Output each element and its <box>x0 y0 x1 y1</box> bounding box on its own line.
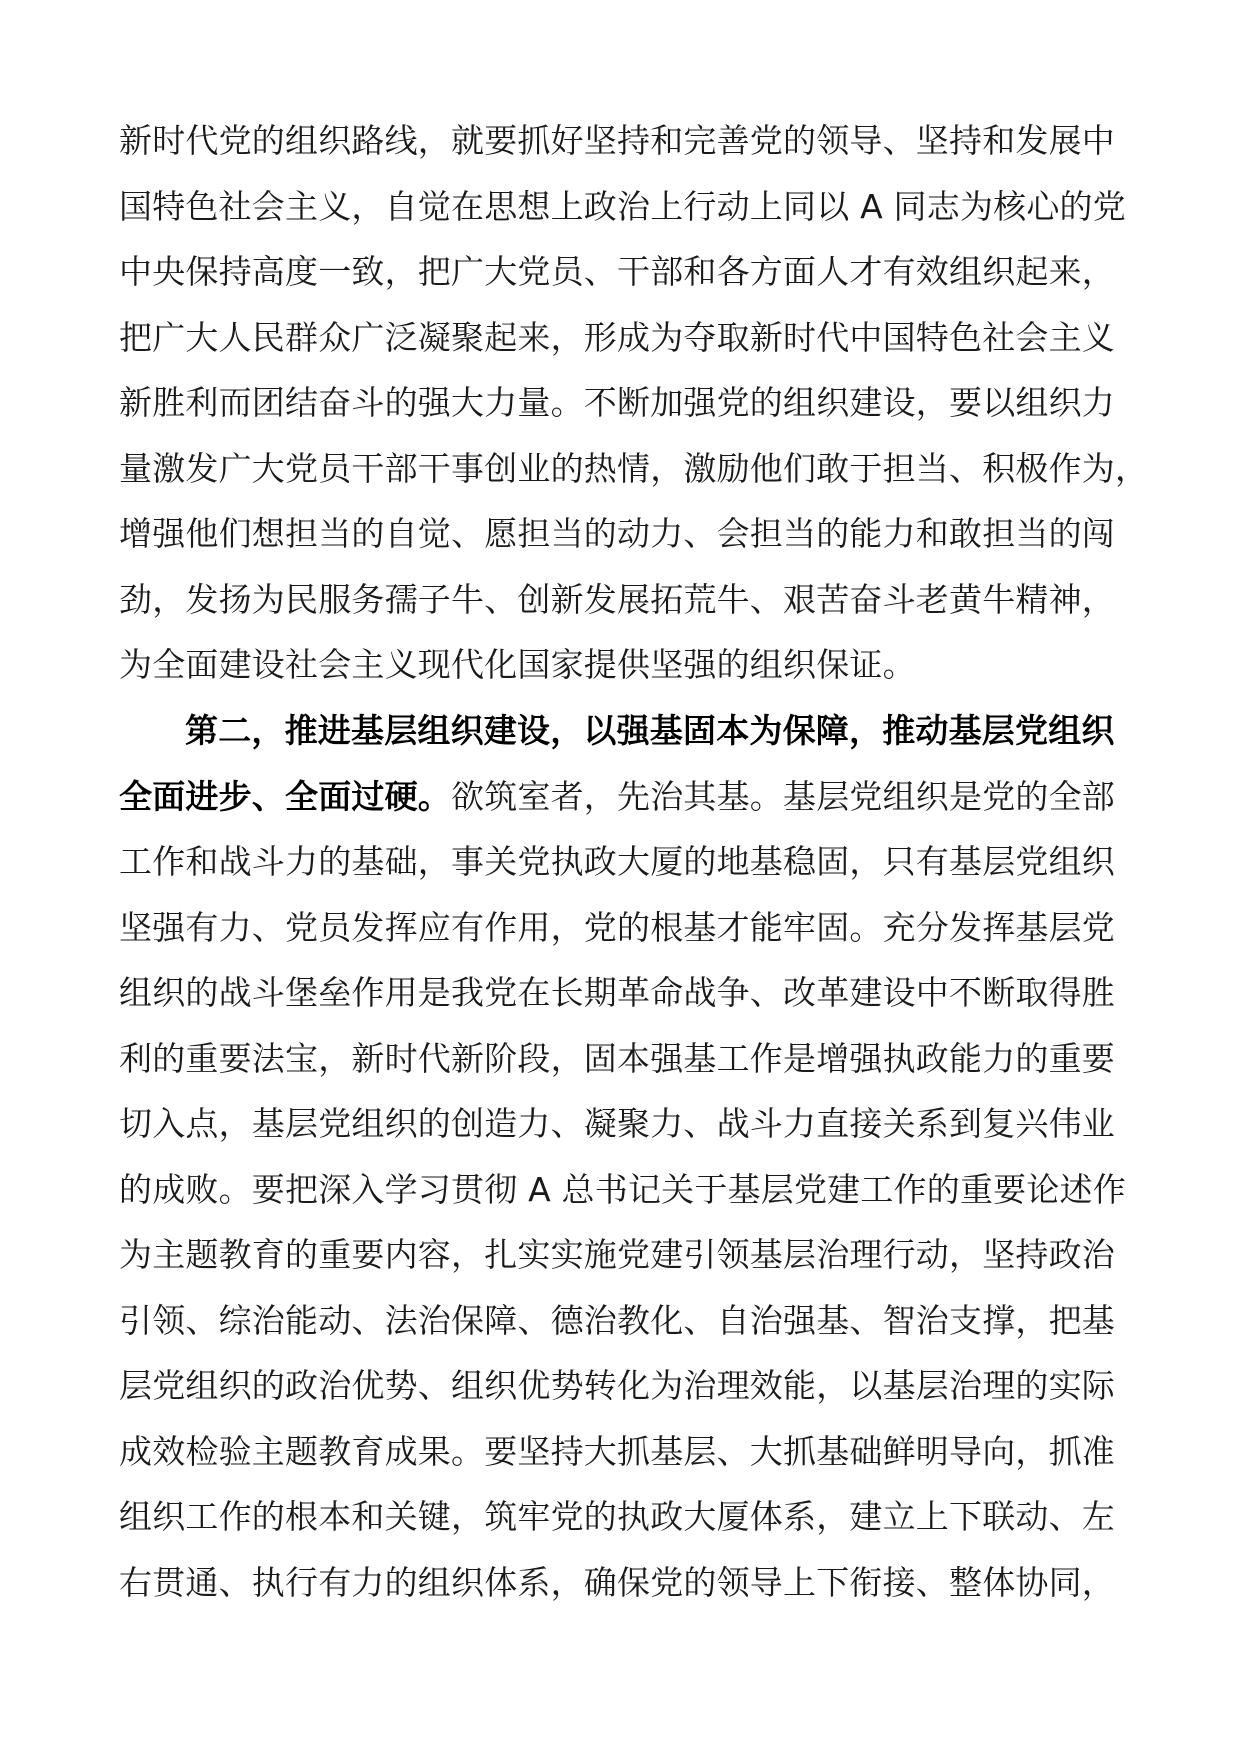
section-heading-end: 全面进步、全面过硬。 <box>119 776 451 816</box>
text-line: 成效检验主题教育成果。要坚持大抓基层、大抓基础鲜明导向，抓准 <box>119 1431 1115 1471</box>
text-line: 引领、综治能动、法治保障、德治教化、自治强基、智治支撑，把基 <box>119 1300 1115 1340</box>
text-line <box>119 764 1159 830</box>
text-line: 劲，发扬为民服务孺子牛、创新发展拓荒牛、艰苦奋斗老黄牛精神， <box>119 579 1115 619</box>
text-line: 国特色社会主义，自觉在思想上政治上行动上同以 A 同志为核心的党 <box>119 186 1126 226</box>
text-line: 利的重要法宝，新时代新阶段，固本强基工作是增强执政能力的重要 <box>119 1038 1115 1078</box>
text-line: 切入点，基层党组织的创造力、凝聚力、战斗力直接关系到复兴伟业 <box>119 1104 1115 1143</box>
text-line: 坚强有力、党员发挥应有作用，党的根基才能牢固。充分发挥基层党 <box>119 907 1115 947</box>
text-line: 的成败。要把深入学习贯彻 A 总书记关于基层党建工作的重要论述作 <box>119 1169 1126 1209</box>
section-heading: 第二，推进基层组织建设，以强基固本为保障，推动基层党组织 <box>185 711 1115 750</box>
text-line: 右贯通、执行有力的组织体系，确保党的领导上下衔接、整体协同， <box>119 1562 1115 1602</box>
text-line: 组织工作的根本和关键，筑牢党的执政大厦体系，建立上下联动、左 <box>119 1497 1115 1536</box>
text-line: 把广大人民群众广泛凝聚起来，形成为夺取新时代中国特色社会主义 <box>119 317 1115 357</box>
text-line: 新时代党的组织路线，就要抓好坚持和完善党的领导、坚持和发展中 <box>119 121 1115 160</box>
text-line: 层党组织的政治优势、组织优势转化为治理效能，以基层治理的实际 <box>119 1366 1115 1405</box>
text-line: 工作和战斗力的基础，事关党执政大厦的地基稳固，只有基层党组织 <box>119 842 1115 881</box>
text-span: 欲筑室者，先治其基。基层党组织是党的全部 <box>451 776 1115 816</box>
text-line: 增强他们想担当的自觉、愿担当的动力、会担当的能力和敢担当的闯 <box>119 514 1115 553</box>
paragraph-continued <box>119 108 1159 698</box>
text-line: 组织的战斗堡垒作用是我党在长期革命战争、改革建设中不断取得胜 <box>119 973 1115 1012</box>
text-line: 中央保持高度一致，把广大党员、干部和各方面人才有效组织起来， <box>119 252 1115 291</box>
paragraph-second-point <box>119 698 1159 1615</box>
text-line: 为主题教育的重要内容，扎实实施党建引领基层治理行动，坚持政治 <box>119 1235 1115 1274</box>
text-line: 新胜利而团结奋斗的强大力量。不断加强党的组织建设，要以组织力 <box>119 383 1115 422</box>
text-line: 为全面建设社会主义现代化国家提供坚强的组织保证。 <box>119 645 916 684</box>
text-line: 量激发广大党员干部干事创业的热情，激励他们敢于担当、积极作为， <box>119 448 1149 488</box>
